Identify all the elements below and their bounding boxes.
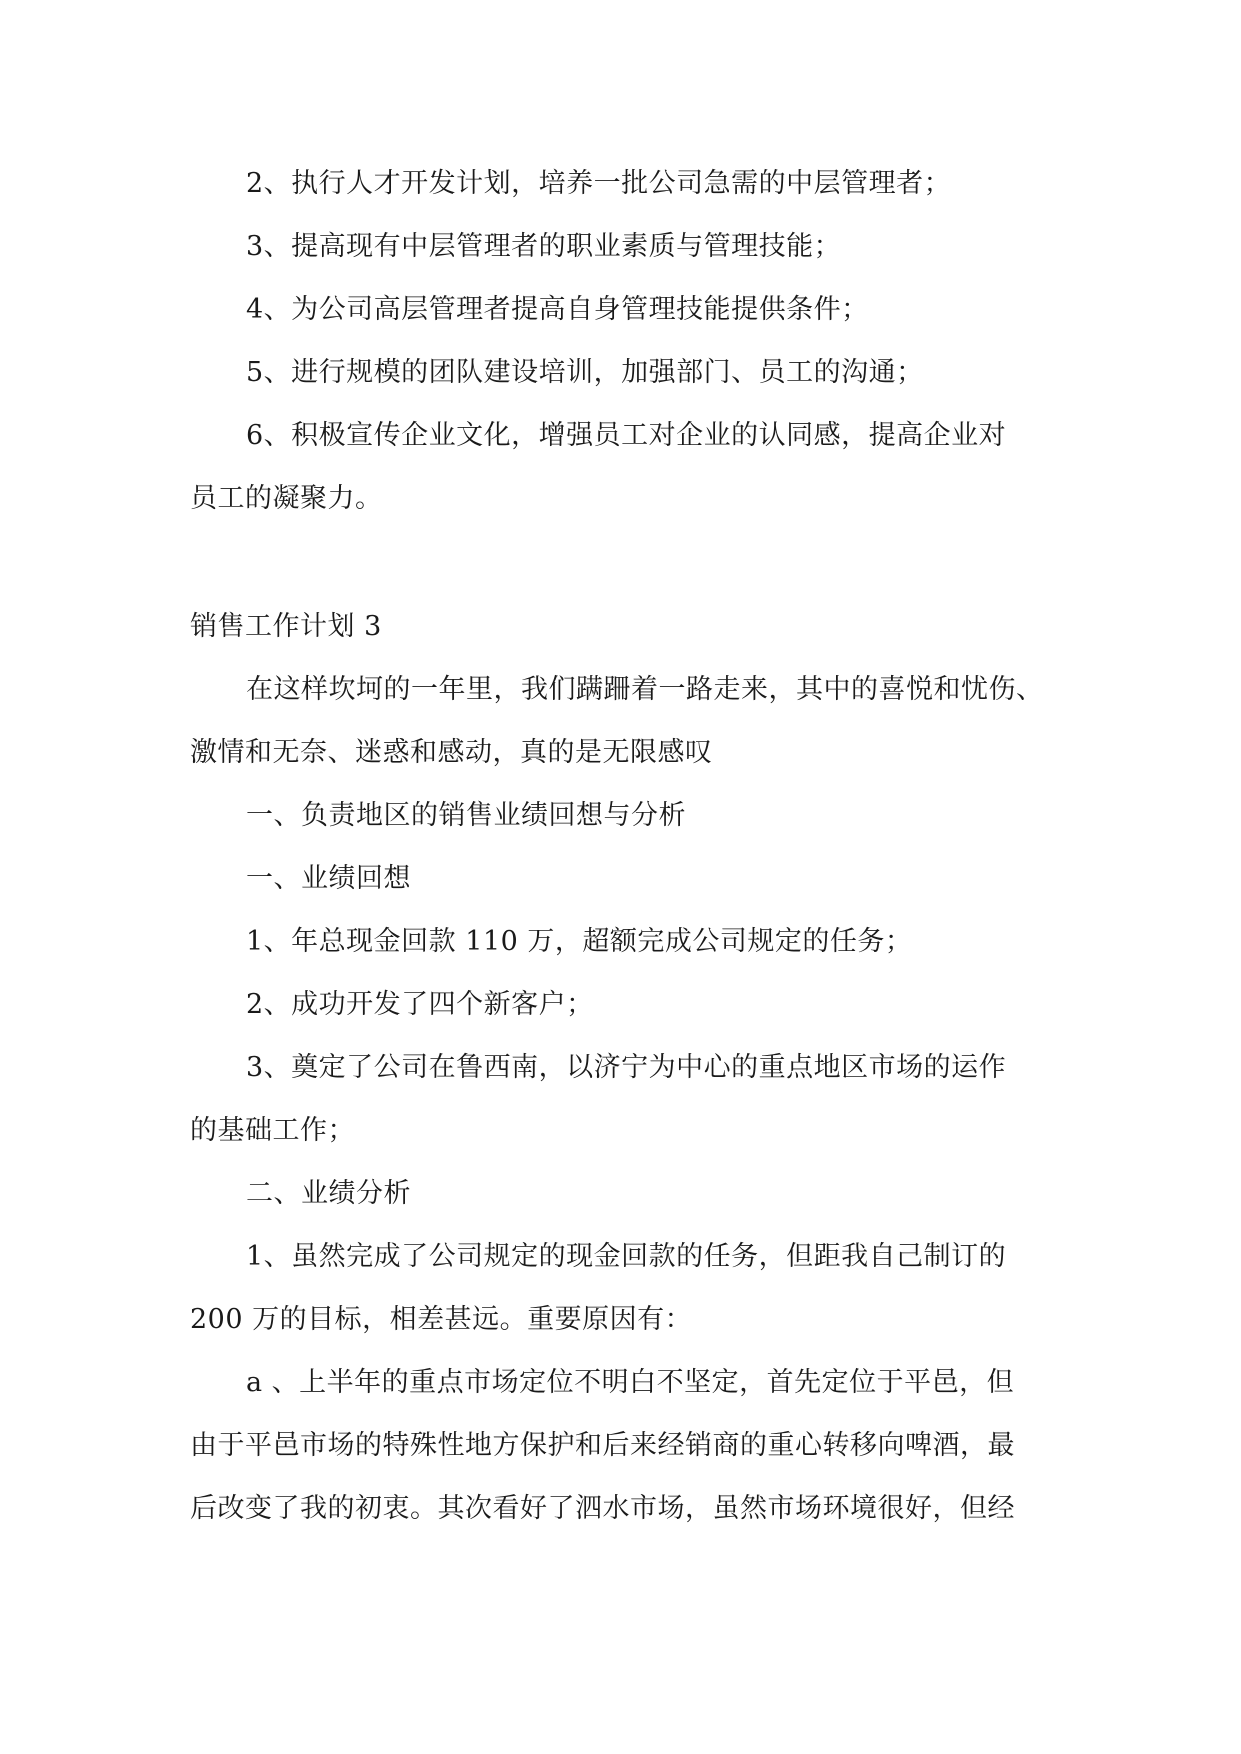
paragraph-line: 2、执行人才开发计划，培养一批公司急需的中层管理者； [246, 168, 952, 199]
section-title: 销售工作计划 3 [190, 611, 382, 642]
paragraph-line: a 、上半年的重点市场定位不明白不坚定，首先定位于平邑，但 [246, 1367, 1015, 1398]
paragraph-line: 1、年总现金回款 110 万，超额完成公司规定的任务； [246, 926, 913, 957]
heading-line: 一、业绩回想 [246, 863, 411, 894]
heading-line: 二、业绩分析 [246, 1178, 411, 1209]
paragraph-line: 由于平邑市场的特殊性地方保护和后来经销商的重心转移向啤酒，最 [190, 1430, 1015, 1461]
paragraph-line: 的基础工作； [190, 1115, 355, 1146]
paragraph-line: 200 万的目标，相差甚远。重要原因有： [190, 1304, 693, 1335]
paragraph-line: 6、积极宣传企业文化，增强员工对企业的认同感，提高企业对 [246, 420, 1007, 451]
paragraph-line: 在这样坎坷的一年里，我们蹒跚着一路走来，其中的喜悦和忧伤、 [246, 674, 1044, 705]
paragraph-line: 3、提高现有中层管理者的职业素质与管理技能； [246, 231, 842, 262]
paragraph-line: 2、成功开发了四个新客户； [246, 989, 594, 1020]
paragraph-line: 4、为公司高层管理者提高自身管理技能提供条件； [246, 294, 869, 325]
paragraph-line: 3、奠定了公司在鲁西南，以济宁为中心的重点地区市场的运作 [246, 1052, 1007, 1083]
paragraph-line: 1、虽然完成了公司规定的现金回款的任务，但距我自己制订的 [246, 1241, 1007, 1272]
paragraph-line: 后改变了我的初衷。其次看好了泗水市场，虽然市场环境很好，但经 [190, 1493, 1015, 1524]
heading-line: 一、负责地区的销售业绩回想与分析 [246, 800, 686, 831]
paragraph-line: 员工的凝聚力。 [190, 483, 383, 514]
paragraph-line: 激情和无奈、迷惑和感动，真的是无限感叹 [190, 737, 713, 768]
paragraph-line: 5、进行规模的团队建设培训，加强部门、员工的沟通； [246, 357, 924, 388]
